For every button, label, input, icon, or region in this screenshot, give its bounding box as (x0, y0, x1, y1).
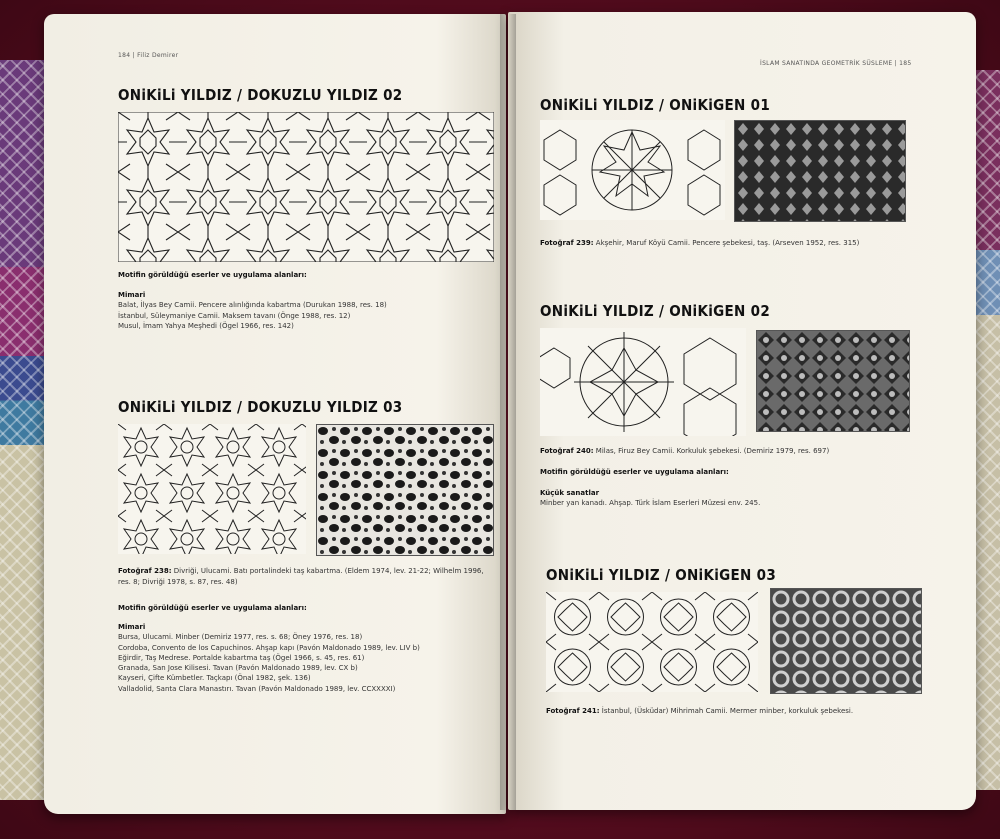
usage-item: Cordoba, Convento de los Capuchinos. Ahşap kapı (Pavón Maldonado 1989, lev. LIV b) (118, 643, 420, 652)
photo-241-marble-minbar (770, 588, 922, 694)
book-spine (500, 14, 516, 810)
usage-heading-1: Motifin görüldüğü eserler ve uygulama alanları: (118, 271, 307, 279)
usage-item: Granada, San Jose Kilisesi. Tavan (Pavón Maldonado 1989, lev. CX b) (118, 664, 358, 673)
usage-item: Eğirdir, Taş Medrese. Portalde kabartma taş (Ögel 1966, s. 45, res. 61) (118, 653, 365, 662)
pattern-onikigen-02 (540, 328, 746, 436)
usage-item: Bursa, Ulucami. Minber (Demiriz 1977, res. s. 68; Öney 1976, res. 18) (118, 633, 363, 642)
caption-label: Fotoğraf 241: (546, 707, 600, 715)
right-running-head: İSLAM SANATINDA GEOMETRİK SÜSLEME | 185 (760, 60, 912, 67)
photo-240-balustrade (756, 330, 910, 432)
caption-241 (546, 706, 853, 717)
caption-label: Fotoğraf 240: (540, 447, 594, 455)
pattern-dokuzlu-02 (118, 112, 494, 262)
usage-heading-3: Motifin görüldüğü eserler ve uygulama alanları: (540, 468, 729, 476)
caption-240 (540, 446, 829, 457)
section-title-dokuzlu-03: ONiKiLi YILDIZ / DOKUZLU YILDIZ 03 (118, 398, 403, 416)
section-title-onikigen-03: ONiKiLi YILDIZ / ONiKiGEN 03 (546, 566, 777, 584)
pattern-onikigen-03 (546, 592, 758, 692)
caption-label: Fotoğraf 238: (118, 567, 172, 575)
section-title-onikigen-02: ONiKiLi YILDIZ / ONiKiGEN 02 (540, 302, 771, 320)
left-running-head: 184 | Filiz Demirer (118, 52, 179, 59)
usage-item: Minber yan kanadı. Ahşap. Türk İslam Eserleri Müzesi env. 245. (540, 499, 761, 508)
book-cover-left-edge (0, 60, 48, 800)
usage-heading-2: Motifin görüldüğü eserler ve uygulama alanları: (118, 604, 307, 612)
caption-text: Akşehir, Maruf Köyü Camii. Pencere şebekesi, taş. (Arseven 1952, res. 315) (595, 239, 860, 247)
caption-238 (118, 566, 484, 588)
pattern-onikigen-01 (540, 120, 725, 220)
pattern-dokuzlu-03 (118, 424, 306, 554)
usage-item: İstanbul, Süleymaniye Camii. Maksem tavanı (Önge 1988, res. 12) (118, 311, 351, 320)
caption-text: İstanbul, (Üsküdar) Mihrimah Camii. Mermer minber, korkuluk şebekesi. (601, 707, 854, 715)
caption-239 (540, 238, 859, 249)
usage-list-3 (540, 488, 760, 509)
usage-item: Balat, İlyas Bey Camii. Pencere alınlığında kabartma (Durukan 1988, res. 18) (118, 301, 387, 310)
usage-item: Musul, İmam Yahya Meşhedi (Ögel 1966, res. 142) (118, 321, 294, 330)
usage-item: Kayseri, Çifte Kümbetler. Taçkapı (Önal 1982, şek. 136) (118, 674, 311, 683)
section-title-dokuzlu-02: ONiKiLi YILDIZ / DOKUZLU YILDIZ 02 (118, 86, 403, 104)
usage-category: Mimari (118, 623, 146, 631)
photo-239-window-grille (734, 120, 906, 222)
caption-text: Milas, Firuz Bey Camii. Korkuluk şebekesi. (Demiriz 1979, res. 697) (595, 447, 830, 455)
caption-text-continued: res. 8; Divriği 1978, s. 87, res. 48) (118, 578, 238, 586)
usage-list-1 (118, 290, 387, 331)
usage-item: Valladolid, Santa Clara Manastırı. Tavan (Pavón Maldonado 1989, lev. CCXXXXI) (118, 684, 396, 693)
photo-238-stone-relief (316, 424, 494, 556)
usage-category: Mimari (118, 291, 146, 299)
caption-label: Fotoğraf 239: (540, 239, 594, 247)
section-title-onikigen-01: ONiKiLi YILDIZ / ONiKiGEN 01 (540, 96, 771, 114)
caption-text: Divriği, Ulucami. Batı portalindeki taş kabartma. (Eldem 1974, lev. 21-22; Wilhelm 1996, (173, 567, 484, 575)
usage-list-2 (118, 622, 420, 694)
usage-category: Küçük sanatlar (540, 489, 600, 497)
